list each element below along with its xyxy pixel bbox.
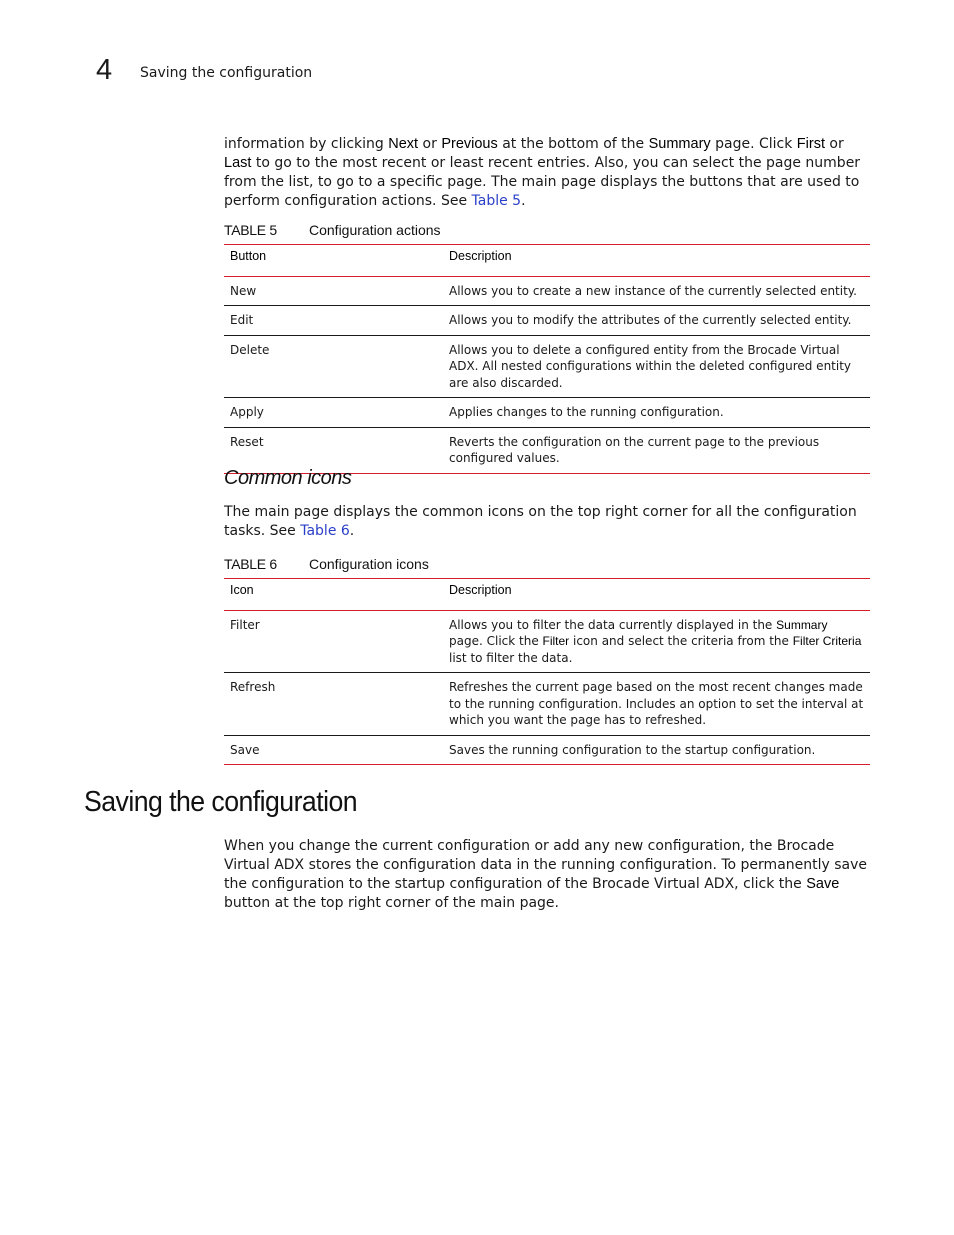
cell-text: page. Click the [449,634,543,648]
table-cell: Allows you to delete a configured entity from the Brocade Virtual ADX. All nested configurations within the deleted configured entity are also discarded. [443,335,870,398]
table-6-block [224,556,870,765]
summary-ui-label: Summary [648,136,711,152]
table-row [224,398,870,428]
cell-text: list to filter the data. [449,650,573,665]
table-6-link[interactable]: Table 6 [300,523,350,539]
common-icons-heading: Common icons [224,467,352,489]
filter-ui-label: Filter [542,634,570,648]
intro-section [224,135,870,211]
table-cell [443,610,870,673]
common-icons-paragraph [224,503,870,541]
running-header: Saving the configuration [140,65,313,81]
table-5-block [224,222,870,474]
table-cell: Saves the running configuration to the startup configuration. [443,735,870,765]
table-cell: Edit [224,306,443,336]
intro-text: to go to the most recent or least recent entries. Also, you can select the page number from the list, to go to a specific page. The main page displays the buttons that are used to perform configuration actions. See [224,155,861,209]
table-5-link[interactable]: Table 5 [471,193,522,209]
chapter-number: 4 [96,54,113,86]
paragraph-text: . [349,523,355,539]
table-6-title: Configuration icons [309,556,429,572]
saving-section [224,837,870,913]
cell-text: Allows you to filter the data currently displayed in the [449,617,777,632]
intro-text: page [710,136,751,152]
table-6-caption [224,556,870,572]
summary-ui-label: Summary [776,617,828,632]
filter-criteria-ui-label: Filter Criteria [792,634,862,648]
section-heading: Saving the configuration [84,786,358,818]
first-ui-label: First [796,136,825,152]
table-row [224,335,870,398]
table-cell: Filter [224,610,443,673]
paragraph-text: button at the top right corner of the main page. [224,895,559,911]
next-ui-label: Next [388,136,419,152]
table-header-cell: Description [443,579,870,611]
table-5-caption [224,222,870,238]
cell-text: icon and select the criteria from the [569,634,793,648]
paragraph-text: When you change the current configuration or add any new configuration, the Brocade Virtual ADX stores the configuration data in the running configuration. To permanently save the configuration to the startup configuration of the Brocade Virtual ADX, click the [224,838,868,892]
intro-text: or [418,136,442,152]
table-row [224,673,870,736]
table-header-cell: Icon [224,579,443,611]
table-cell: Reset [224,427,443,473]
intro-paragraph [224,135,870,211]
table-6-number: TABLE 6 [224,556,277,572]
table-row [224,306,870,336]
table-5-number: TABLE 5 [224,222,277,238]
table-cell: Save [224,735,443,765]
table-cell: Apply [224,398,443,428]
table-header-cell: Button [224,245,443,277]
table-6 [224,578,870,765]
save-ui-label: Save [806,876,840,892]
table-cell: Applies changes to the running configuration. [443,398,870,428]
intro-text: or [824,136,844,152]
paragraph-text: The main page displays the common icons on the top right corner for all the configuration tasks. See [224,504,857,539]
common-icons-section [224,467,870,541]
intro-text: . [521,193,526,209]
table-cell: Allows you to create a new instance of the currently selected entity. [443,276,870,306]
table-cell: Reverts the configuration on the current page to the previous configured values. [443,427,870,473]
table-row [224,276,870,306]
saving-paragraph [224,837,870,913]
table-5 [224,244,870,474]
table-row [224,735,870,765]
intro-text: . Click [750,136,797,152]
table-cell: New [224,276,443,306]
intro-text: information by clicking [224,136,389,152]
table-cell: Delete [224,335,443,398]
last-ui-label: Last [224,155,252,171]
table-5-title: Configuration actions [309,222,441,238]
table-cell: Allows you to modify the attributes of the currently selected entity. [443,306,870,336]
intro-text: at the bottom of the [497,136,649,152]
table-header-cell: Description [443,245,870,277]
table-cell: Refresh [224,673,443,736]
table-row [224,610,870,673]
previous-ui-label: Previous [441,136,498,152]
table-cell: Refreshes the current page based on the most recent changes made to the running configuration. Includes an option to set the interval at which you want the page has to refreshed. [443,673,870,736]
